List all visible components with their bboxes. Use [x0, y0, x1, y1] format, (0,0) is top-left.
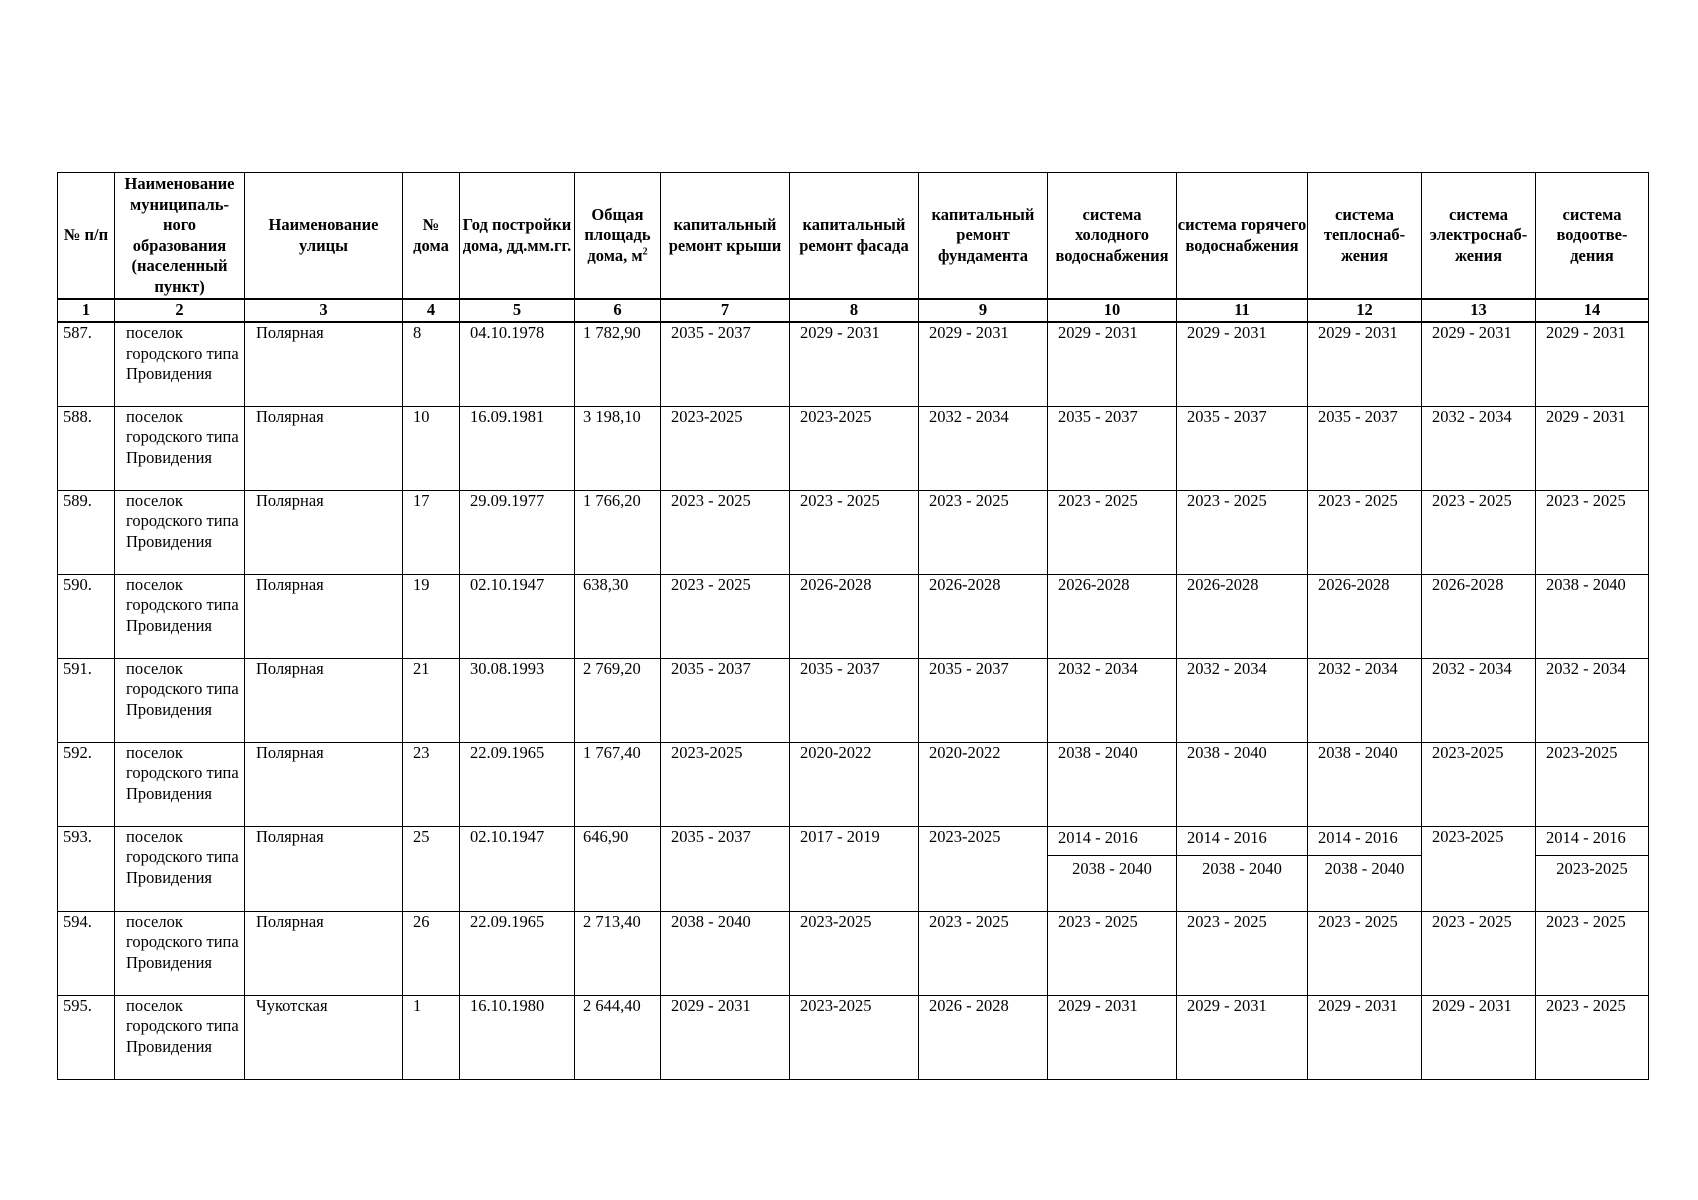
foundation-repair: 2029 - 2031	[929, 323, 1009, 342]
roof-repair: 2038 - 2040	[671, 911, 751, 931]
column-number: 1	[58, 299, 115, 322]
build-date: 29.09.1977	[470, 490, 545, 510]
street: Полярная	[256, 490, 324, 510]
facade-repair: 2023-2025	[800, 911, 872, 931]
row-number: 589.	[63, 490, 92, 510]
total-area: 1 767,40	[583, 742, 641, 762]
municipality: поселок городского типа Провидения	[126, 406, 239, 467]
table-row	[58, 658, 1649, 742]
cold-water-system: 2029 - 2031	[1058, 995, 1138, 1015]
electric-system: 2023-2025	[1432, 826, 1504, 846]
header-cell: система водоотве-дения	[1536, 173, 1649, 300]
foundation-repair: 2023-2025	[929, 826, 1001, 846]
house-number: 23	[413, 742, 430, 762]
hot-water-system: 2035 - 2037	[1187, 406, 1267, 426]
unit-superscript: 2	[642, 246, 648, 258]
column-number: 5	[460, 299, 575, 322]
electric-system: 2032 - 2034	[1432, 406, 1512, 426]
column-number: 14	[1536, 299, 1649, 322]
hot-water-system: 2032 - 2034	[1187, 658, 1267, 678]
column-number: 9	[919, 299, 1048, 322]
house-number: 21	[413, 658, 430, 678]
table-row	[58, 322, 1649, 406]
capital-repair-schedule	[57, 172, 1648, 1080]
table-row	[58, 911, 1649, 995]
municipality: поселок городского типа Провидения	[126, 911, 239, 972]
drainage-system: 2038 - 2040	[1546, 574, 1626, 594]
facade-repair: 2020-2022	[800, 742, 872, 762]
heating-system: 2032 - 2034	[1318, 658, 1398, 678]
build-date: 30.08.1993	[470, 658, 545, 678]
build-date: 02.10.1947	[470, 574, 545, 594]
total-area: 1 766,20	[583, 490, 641, 510]
total-area: 2 644,40	[583, 995, 641, 1015]
column-number: 11	[1177, 299, 1308, 322]
hot-water-system: 2038 - 2040	[1187, 742, 1267, 762]
heating-system: 2023 - 2025	[1318, 490, 1398, 510]
table-row	[58, 826, 1649, 911]
row-number: 587.	[63, 323, 92, 342]
row-number: 588.	[63, 406, 92, 426]
electric-system: 2029 - 2031	[1432, 995, 1512, 1015]
foundation-repair: 2026-2028	[929, 574, 1001, 594]
row-number: 595.	[63, 995, 92, 1015]
cold-water-system: 2023 - 2025	[1058, 911, 1138, 931]
street: Полярная	[256, 742, 324, 762]
header-cell: № дома	[403, 173, 460, 300]
header-cell: капитальный ремонт фундамента	[919, 173, 1048, 300]
street: Полярная	[256, 406, 324, 426]
header-cell: капитальный ремонт крыши	[661, 173, 790, 300]
house-number: 19	[413, 574, 430, 594]
column-number: 8	[790, 299, 919, 322]
column-number-row	[58, 299, 1649, 322]
electric-system: 2023 - 2025	[1432, 490, 1512, 510]
heating-system: 2023 - 2025	[1318, 911, 1398, 931]
hot-water-system: 2029 - 2031	[1187, 323, 1267, 342]
column-number: 12	[1308, 299, 1422, 322]
header-cell: капитальный ремонт фасада	[790, 173, 919, 300]
column-number: 13	[1422, 299, 1536, 322]
roof-repair: 2035 - 2037	[671, 826, 751, 846]
cold-water-system: 2029 - 2031	[1058, 323, 1138, 342]
cold-water-system: 2026-2028	[1058, 574, 1130, 594]
cold-water-system-split	[1048, 826, 1177, 911]
foundation-repair: 2026 - 2028	[929, 995, 1009, 1015]
roof-repair: 2023 - 2025	[671, 490, 751, 510]
hot-water-period-1: 2014 - 2016	[1177, 827, 1307, 856]
drainage-system-split	[1536, 826, 1649, 911]
total-area: 1 782,90	[583, 323, 641, 342]
heating-system: 2026-2028	[1318, 574, 1390, 594]
drainage-system: 2029 - 2031	[1546, 323, 1626, 342]
total-area: 2 769,20	[583, 658, 641, 678]
cold-water-system: 2023 - 2025	[1058, 490, 1138, 510]
house-number: 10	[413, 406, 430, 426]
hot-water-system-split	[1177, 826, 1308, 911]
cold-water-period-1: 2014 - 2016	[1048, 827, 1176, 856]
header-cell: Год постройки дома, дд.мм.гг.	[460, 173, 575, 300]
facade-repair: 2023-2025	[800, 995, 872, 1015]
row-number: 594.	[63, 911, 92, 931]
header-cell-area	[575, 173, 661, 300]
hot-water-period-2: 2038 - 2040	[1202, 858, 1282, 878]
total-area: 646,90	[583, 826, 629, 846]
hot-water-system: 2029 - 2031	[1187, 995, 1267, 1015]
build-date: 22.09.1965	[470, 742, 545, 762]
header-cell: система холодного водоснабжения	[1048, 173, 1177, 300]
roof-repair: 2023-2025	[671, 406, 743, 426]
header-cell: Наименование улицы	[245, 173, 403, 300]
heating-period-2: 2038 - 2040	[1324, 858, 1405, 878]
street: Полярная	[256, 911, 324, 931]
hot-water-system: 2023 - 2025	[1187, 911, 1267, 931]
total-area: 638,30	[583, 574, 629, 594]
build-date: 04.10.1978	[470, 323, 545, 342]
column-number: 10	[1048, 299, 1177, 322]
electric-system: 2029 - 2031	[1432, 323, 1512, 342]
heating-system: 2035 - 2037	[1318, 406, 1398, 426]
header-cell: Наименование муниципаль-ного образования (населенный пункт)	[115, 173, 245, 300]
house-number: 1	[413, 995, 422, 1015]
foundation-repair: 2032 - 2034	[929, 406, 1009, 426]
drainage-system: 2023 - 2025	[1546, 995, 1626, 1015]
street: Полярная	[256, 574, 324, 594]
row-number: 590.	[63, 574, 92, 594]
electric-system: 2023 - 2025	[1432, 911, 1512, 931]
electric-system: 2026-2028	[1432, 574, 1504, 594]
build-date: 16.09.1981	[470, 406, 545, 426]
facade-repair: 2035 - 2037	[800, 658, 880, 678]
foundation-repair: 2035 - 2037	[929, 658, 1009, 678]
header-cell: система электроснаб-жения	[1422, 173, 1536, 300]
foundation-repair: 2023 - 2025	[929, 911, 1009, 931]
table-row	[58, 995, 1649, 1079]
drainage-period-1: 2014 - 2016	[1536, 827, 1648, 856]
repair-schedule-table	[57, 172, 1649, 1080]
column-number: 7	[661, 299, 790, 322]
electric-system: 2032 - 2034	[1432, 658, 1512, 678]
municipality: поселок городского типа Провидения	[126, 490, 239, 551]
cold-water-system: 2035 - 2037	[1058, 406, 1138, 426]
street: Полярная	[256, 323, 324, 342]
header-cell-text: Общая площадь дома, м	[584, 204, 651, 265]
municipality: поселок городского типа Провидения	[126, 826, 239, 887]
row-number: 592.	[63, 742, 92, 762]
municipality: поселок городского типа Провидения	[126, 323, 239, 383]
municipality: поселок городского типа Провидения	[126, 995, 239, 1056]
street: Чукотская	[256, 995, 328, 1015]
roof-repair: 2035 - 2037	[671, 323, 751, 342]
street: Полярная	[256, 826, 324, 846]
facade-repair: 2023-2025	[800, 406, 872, 426]
total-area: 2 713,40	[583, 911, 641, 931]
house-number: 25	[413, 826, 430, 846]
heating-system: 2038 - 2040	[1318, 742, 1398, 762]
cold-water-period-2: 2038 - 2040	[1072, 858, 1152, 878]
header-cell: № п/п	[58, 173, 115, 300]
facade-repair: 2026-2028	[800, 574, 872, 594]
roof-repair: 2029 - 2031	[671, 995, 751, 1015]
table-row	[58, 742, 1649, 826]
cold-water-system: 2038 - 2040	[1058, 742, 1138, 762]
column-number: 2	[115, 299, 245, 322]
table-row	[58, 490, 1649, 574]
foundation-repair: 2023 - 2025	[929, 490, 1009, 510]
house-number: 8	[413, 323, 422, 342]
heating-system: 2029 - 2031	[1318, 323, 1398, 342]
header-cell: система теплоснаб-жения	[1308, 173, 1422, 300]
roof-repair: 2035 - 2037	[671, 658, 751, 678]
cold-water-system: 2032 - 2034	[1058, 658, 1138, 678]
drainage-system: 2023 - 2025	[1546, 490, 1626, 510]
municipality: поселок городского типа Провидения	[126, 742, 239, 803]
facade-repair: 2023 - 2025	[800, 490, 880, 510]
row-number: 593.	[63, 826, 92, 846]
header-cell: система горячего водоснабжения	[1177, 173, 1308, 300]
drainage-system: 2029 - 2031	[1546, 406, 1626, 426]
heating-system-split	[1308, 826, 1422, 911]
house-number: 17	[413, 490, 430, 510]
house-number: 26	[413, 911, 430, 931]
table-row	[58, 574, 1649, 658]
heating-period-1: 2014 - 2016	[1308, 827, 1421, 856]
roof-repair: 2023-2025	[671, 742, 743, 762]
facade-repair: 2029 - 2031	[800, 323, 880, 342]
drainage-system: 2023-2025	[1546, 742, 1618, 762]
hot-water-system: 2026-2028	[1187, 574, 1259, 594]
header-row	[58, 173, 1649, 300]
heating-system: 2029 - 2031	[1318, 995, 1398, 1015]
roof-repair: 2023 - 2025	[671, 574, 751, 594]
facade-repair: 2017 - 2019	[800, 826, 880, 846]
column-number: 3	[245, 299, 403, 322]
table-row	[58, 406, 1649, 490]
street: Полярная	[256, 658, 324, 678]
build-date: 22.09.1965	[470, 911, 545, 931]
drainage-system: 2032 - 2034	[1546, 658, 1626, 678]
build-date: 02.10.1947	[470, 826, 545, 846]
foundation-repair: 2020-2022	[929, 742, 1001, 762]
total-area: 3 198,10	[583, 406, 641, 426]
column-number: 6	[575, 299, 661, 322]
municipality: поселок городского типа Провидения	[126, 658, 239, 719]
electric-system: 2023-2025	[1432, 742, 1504, 762]
column-number: 4	[403, 299, 460, 322]
row-number: 591.	[63, 658, 92, 678]
build-date: 16.10.1980	[470, 995, 545, 1015]
drainage-period-2: 2023-2025	[1556, 858, 1628, 878]
drainage-system: 2023 - 2025	[1546, 911, 1626, 931]
hot-water-system: 2023 - 2025	[1187, 490, 1267, 510]
municipality: поселок городского типа Провидения	[126, 574, 239, 635]
